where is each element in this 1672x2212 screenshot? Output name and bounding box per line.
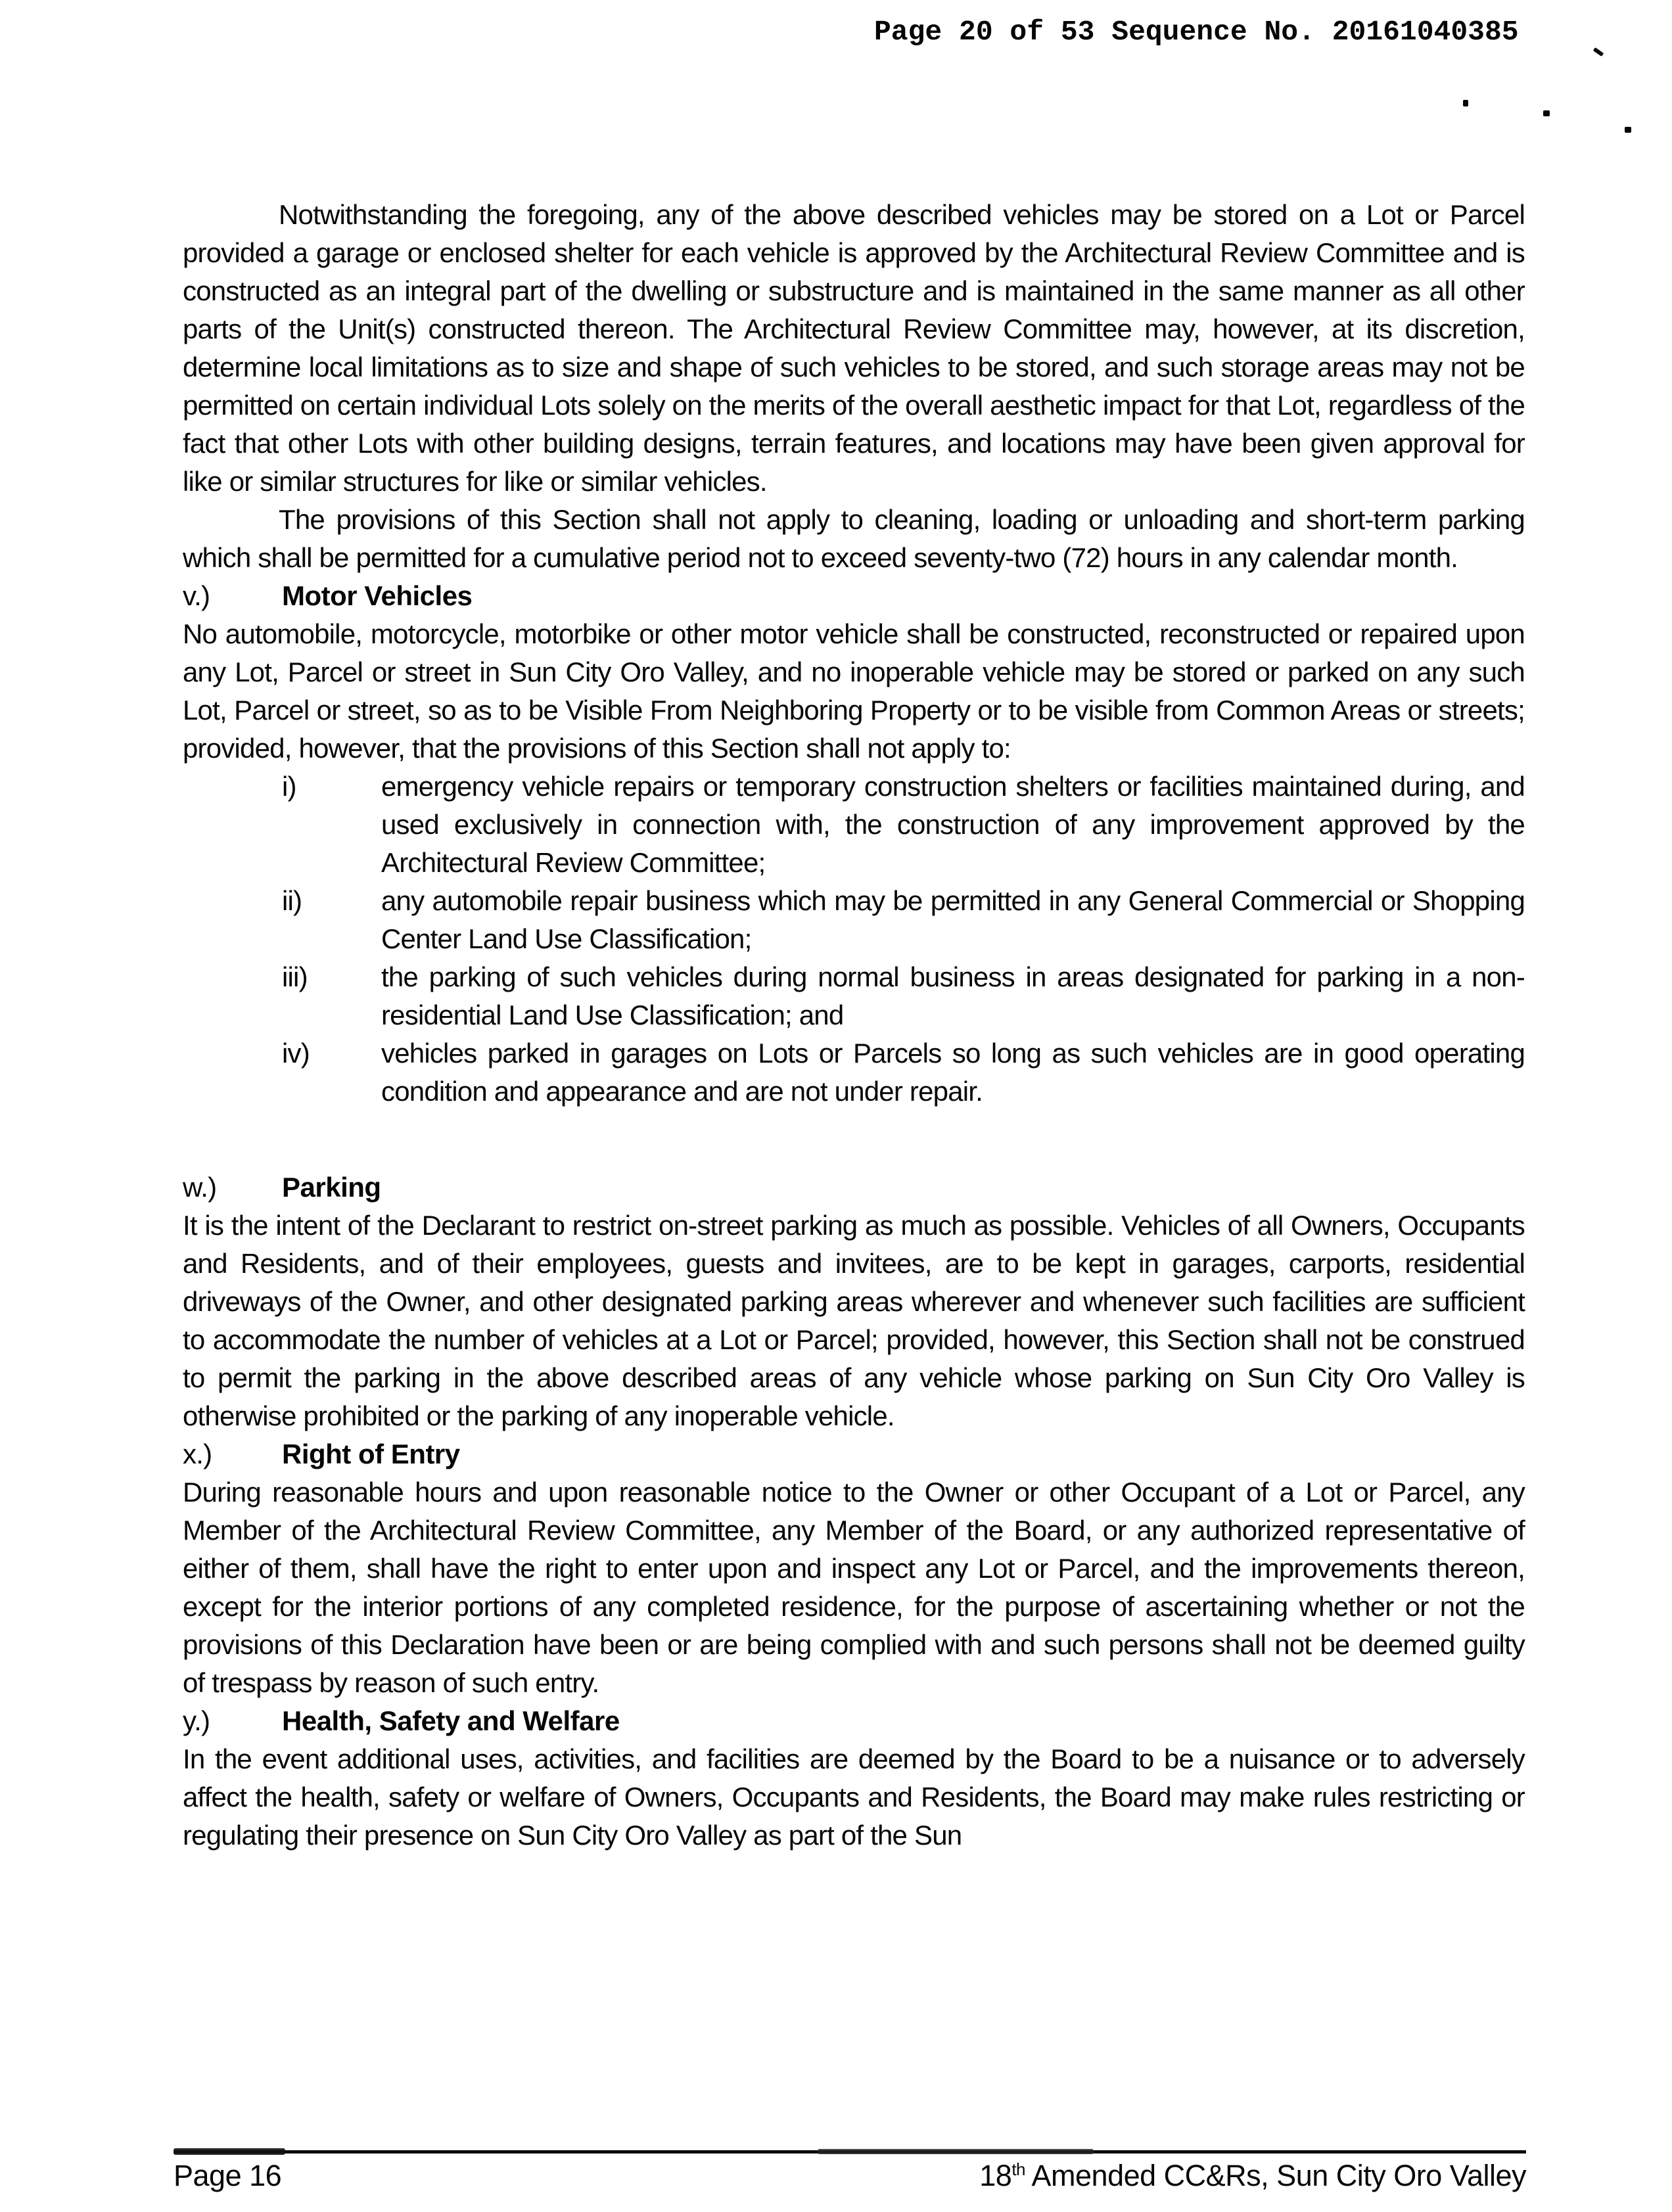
section-health-safety-welfare-body: In the event additional uses, activities, and facilities are deemed by the Board to be a nuisance or to adversely affect the health, safety or welfare of Owners, Occupants and Residents, the Board may make rules restricting or regulating their presence on Sun City Oro Valley as part of the Sun — [183, 1743, 1525, 1851]
scan-smudge — [818, 2149, 1094, 2154]
list-item-text: any automobile repair business which may be permitted in any General Commercial or Shopping Center Land Use Classification; — [381, 885, 1525, 954]
sequence-stamp: Page 20 of 53 Sequence No. 20161040385 — [874, 16, 1519, 48]
footer-page-number: Page 16 — [174, 2159, 282, 2192]
scan-speckle — [1463, 100, 1468, 106]
footer-doc-number: 18 — [979, 2159, 1012, 2192]
page-footer — [174, 2150, 1526, 2193]
list-item — [282, 768, 1525, 882]
section-parking-heading — [183, 1168, 1525, 1207]
scan-speckle — [1593, 47, 1604, 57]
section-title: Health, Safety and Welfare — [282, 1705, 620, 1736]
list-item-marker: i) — [282, 771, 296, 802]
section-title: Motor Vehicles — [282, 580, 473, 611]
document-body — [183, 196, 1525, 1855]
footer-rule — [174, 2150, 1526, 2154]
footer-doc-ordinal: th — [1011, 2159, 1026, 2179]
section-title: Parking — [282, 1172, 381, 1203]
footer-document-title — [979, 2159, 1526, 2193]
scan-speckle — [1543, 110, 1550, 116]
section-right-of-entry-heading — [183, 1435, 1525, 1473]
list-item-text: the parking of such vehicles during normal business in areas designated for parking in a non-residential Land Use Classification; and — [381, 961, 1525, 1030]
section-parking-body: It is the intent of the Declarant to restrict on-street parking as much as possible. Vehicles of all Owners, Occupants and Residents, and of their employees, guests and invitees, are to be kept in garages, carports, residential driveways of the Owner, and other designated parking areas wherever and whenever such facilities are sufficient to accommodate the number of vehicles at a Lot or Parcel; provided, however, this Section shall not be construed to permit the parking in the above described areas of any vehicle whose parking on Sun City Oro Valley is otherwise prohibited or the parking of any inoperable vehicle. — [183, 1210, 1525, 1431]
section-label: v.) — [183, 580, 210, 611]
list-item — [282, 1034, 1525, 1111]
section-right-of-entry-body: During reasonable hours and upon reasonable notice to the Owner or other Occupant of a Lot or Parcel, any Member of the Architectural Review Committee, any Member of the Board, or any authorized representative of either of them, shall have the right to enter upon and inspect any Lot or Parcel, and the improvements thereon, except for the interior portions of any completed residence, for the purpose of ascertaining whether or not the provisions of this Declaration have been or are being complied with and such persons shall not be deemed guilty of trespass by reason of such entry. — [183, 1477, 1525, 1698]
list-item — [282, 958, 1525, 1034]
section-gap — [183, 1111, 1525, 1168]
motor-vehicles-exceptions-list — [282, 768, 1525, 1111]
section-motor-vehicles-heading — [183, 577, 1525, 615]
list-item — [282, 882, 1525, 958]
section-label: x.) — [183, 1439, 212, 1469]
list-item-marker: ii) — [282, 885, 302, 916]
scan-smudge — [174, 2148, 285, 2155]
list-item-marker: iii) — [282, 961, 308, 992]
list-item-text: emergency vehicle repairs or temporary construction shelters or facilities maintained during, and used exclusively in connection with, the construction of any improvement approved by the Architectural Review Committee; — [381, 771, 1525, 878]
paragraph-short-term-parking: The provisions of this Section shall not apply to cleaning, loading or unloading and short-term parking which shall be permitted for a cumulative period not to exceed seventy-two (72) hours in any calendar month. — [183, 504, 1525, 573]
section-motor-vehicles-body: No automobile, motorcycle, motorbike or other motor vehicle shall be constructed, reconstructed or repaired upon any Lot, Parcel or street in Sun City Oro Valley, and no inoperable vehicle may be stored or parked on any such Lot, Parcel or street, so as to be Visible From Neighboring Property or to be visible from Common Areas or streets; provided, however, that the provisions of this Section shall not apply to: — [183, 618, 1525, 764]
list-item-marker: iv) — [282, 1038, 310, 1069]
scan-speckle — [1625, 127, 1631, 133]
section-title: Right of Entry — [282, 1439, 460, 1469]
footer-doc-title-text: Amended CC&Rs, Sun City Oro Valley — [1025, 2159, 1526, 2192]
section-health-safety-welfare-heading — [183, 1702, 1525, 1740]
list-item-text: vehicles parked in garages on Lots or Parcels so long as such vehicles are in good operating condition and appearance and are not under repair. — [381, 1038, 1525, 1107]
section-label: y.) — [183, 1705, 210, 1736]
section-label: w.) — [183, 1172, 217, 1203]
paragraph-vehicle-storage: Notwithstanding the foregoing, any of the above described vehicles may be stored on a Lot or Parcel provided a garage or enclosed shelter for each vehicle is approved by the Architectural Review Committee and is constructed as an integral part of the dwelling or substructure and is maintained in the same manner as all other parts of the Unit(s) constructed thereon. The Architectural Review Committee may, however, at its discretion, determine local limitations as to size and shape of such vehicles to be stored, and such storage areas may not be permitted on certain individual Lots solely on the merits of the overall aesthetic impact for that Lot, regardless of the fact that other Lots with other building designs, terrain features, and locations may have been given approval for like or similar structures for like or similar vehicles. — [183, 199, 1525, 497]
